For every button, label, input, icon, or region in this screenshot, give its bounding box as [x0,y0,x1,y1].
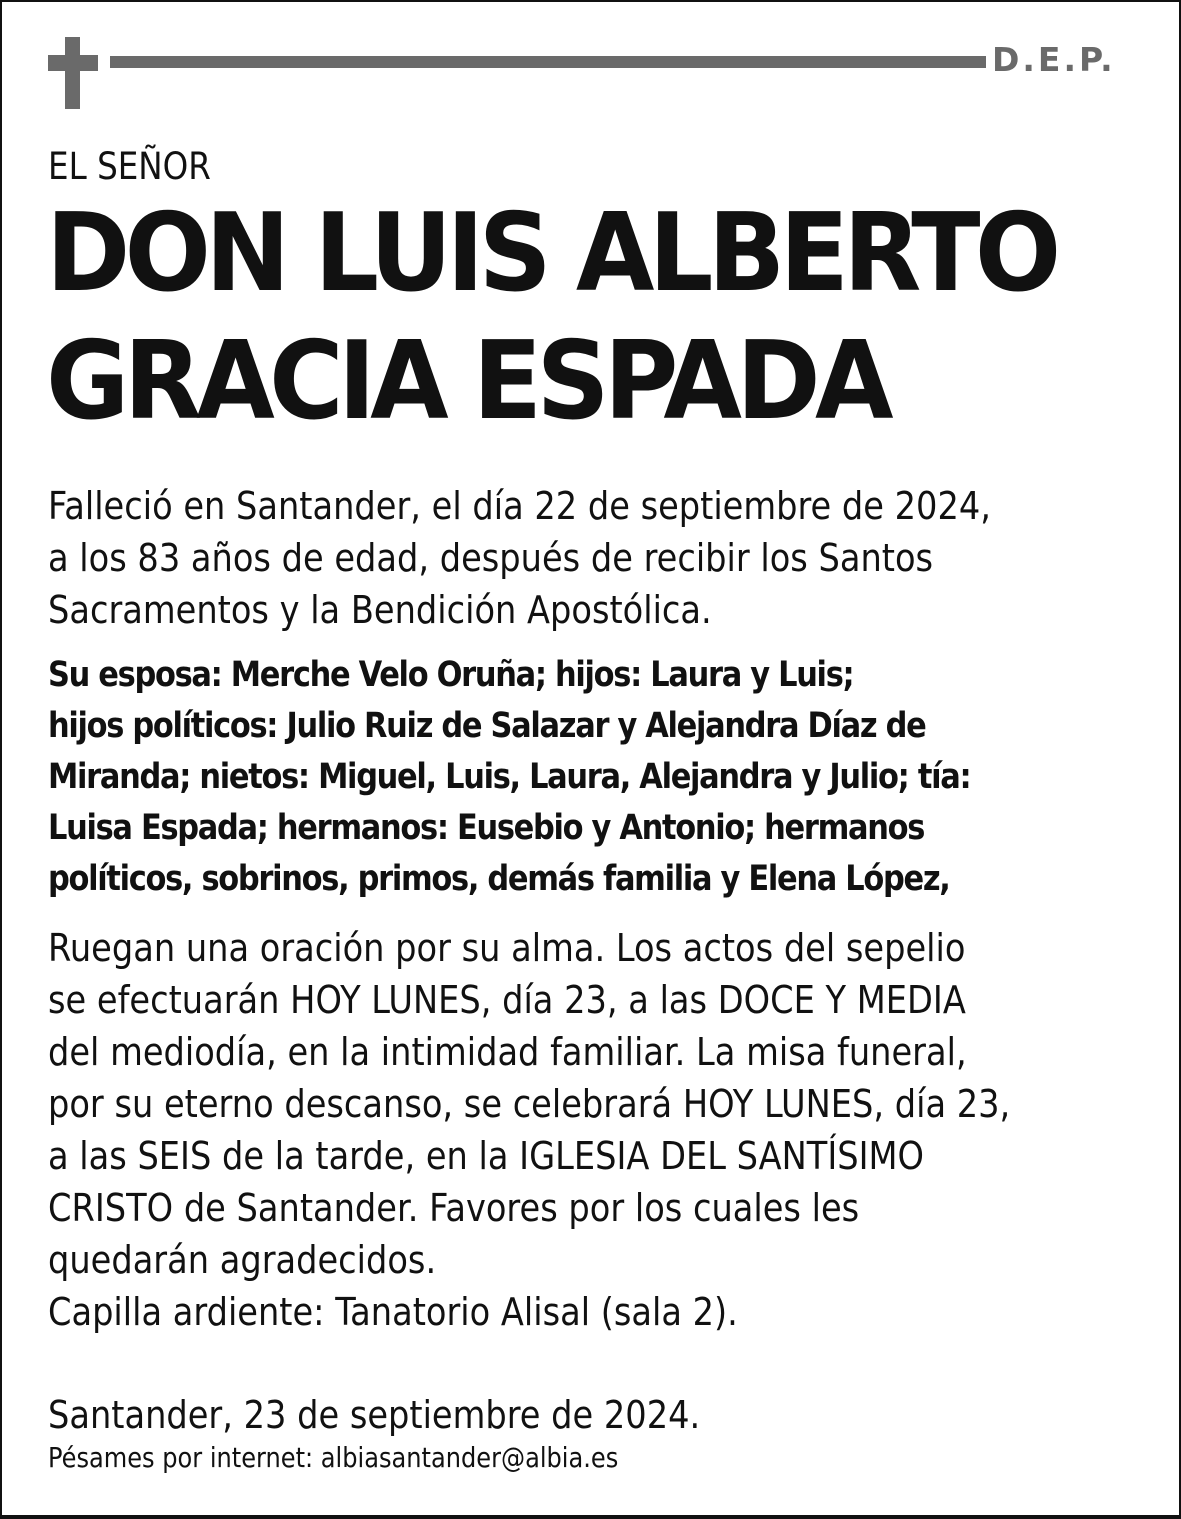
service-line: CRISTO de Santander. Favores por los cuales les [48,1186,860,1230]
family-line: Luisa Espada; hermanos: Eusebio y Antonio; hermanos [48,808,925,848]
death-notice-line: Sacramentos y la Bendición Apostólica. [48,588,712,632]
place-date: Santander, 23 de septiembre de 2024. [48,1393,701,1437]
family-line: políticos, sobrinos, primos, demás familia y Elena López, [48,859,950,899]
service-line: Capilla ardiente: Tanatorio Alisal (sala 2). [48,1290,738,1334]
dep-label: D.E.P. [992,40,1116,79]
family-line: Miranda; nietos: Miguel, Luis, Laura, Alejandra y Julio; tía: [48,757,971,797]
service-line: del mediodía, en la intimidad familiar. La misa funeral, [48,1030,967,1074]
service-details [48,922,1010,1338]
service-line: por su eterno descanso, se celebrará HOY LUNES, día 23, [48,1082,1011,1126]
service-line: a las SEIS de la tarde, en la IGLESIA DEL SANTÍSIMO [48,1134,925,1178]
honorific: EL SEÑOR [48,145,211,188]
name-line-1: DON LUIS ALBERTO [46,191,1056,316]
name-line-2: GRACIA ESPADA [46,319,888,444]
condolences-contact: Pésames por internet: albiasantander@albia.es [48,1441,619,1474]
cross-icon-bar [48,55,98,71]
death-notice [48,480,991,636]
death-notice-line: a los 83 años de edad, después de recibir los Santos [48,536,934,580]
service-line: quedarán agradecidos. [48,1238,437,1282]
family-list [48,650,970,905]
family-line: hijos políticos: Julio Ruiz de Salazar y Alejandra Díaz de [48,706,926,746]
death-notice-line: Falleció en Santander, el día 22 de septiembre de 2024, [48,484,991,528]
header-rule [110,56,986,68]
deceased-name [46,190,1056,446]
cross-icon [65,37,80,109]
family-line: Su esposa: Merche Velo Oruña; hijos: Laura y Luis; [48,655,854,695]
service-line: Ruegan una oración por su alma. Los actos del sepelio [48,926,966,970]
service-line: se efectuarán HOY LUNES, día 23, a las DOCE Y MEDIA [48,978,966,1022]
